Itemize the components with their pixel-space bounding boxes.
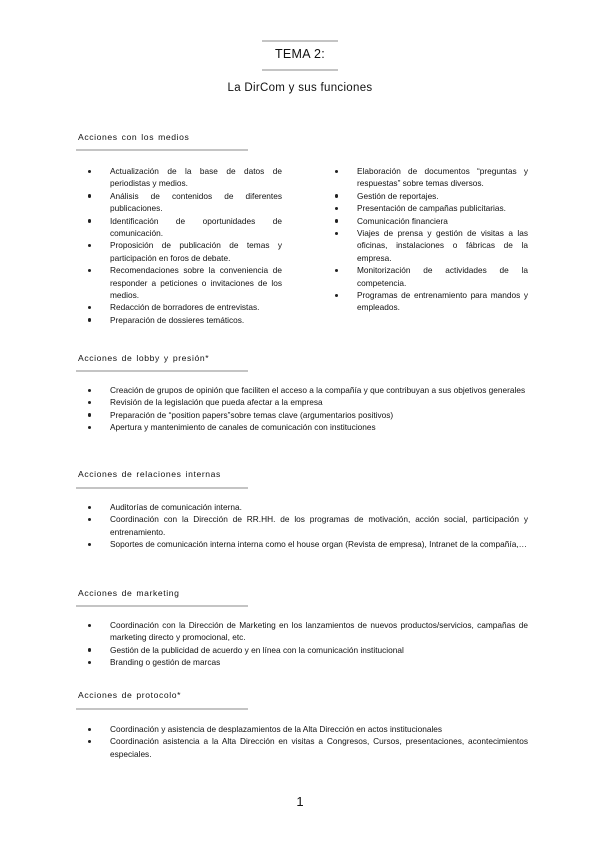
- marketing-list: [84, 619, 528, 669]
- page-subtitle: La DirCom y sus funciones: [227, 82, 373, 94]
- protocolo-list: [84, 723, 528, 760]
- list-item: Comunicación financiera: [331, 215, 528, 227]
- section-rule-protocolo: [76, 708, 248, 710]
- list-item: Proposición de publicación de temas y participación en foros de debate.: [84, 239, 282, 264]
- list-item: Auditorías de comunicación interna.: [84, 501, 528, 513]
- list-item: Análisis de contenidos de diferentes publicaciones.: [84, 190, 282, 215]
- list-item: Coordinación asistencia a la Alta Dirección en visitas a Congresos, Cursos, presentaciones, acontecimientos especiales.: [84, 735, 528, 760]
- medios-list-right: [331, 165, 528, 314]
- list-item: Branding o gestión de marcas: [84, 656, 528, 668]
- list-item: Monitorización de actividades de la competencia.: [331, 264, 528, 289]
- list-item: Programas de entrenamiento para mandos y empleados.: [331, 289, 528, 314]
- section-title-protocolo: Acciones de protocolo*: [78, 690, 182, 700]
- list-item: Preparación de dossieres temáticos.: [84, 314, 282, 326]
- list-item: Recomendaciones sobre la conveniencia de responder a peticiones o invitaciones de los medios.: [84, 264, 282, 301]
- title-rule-bottom: [262, 69, 338, 71]
- section-title-internas: Acciones de relaciones internas: [78, 469, 221, 479]
- list-item: Preparación de “position papers”sobre temas clave (argumentarios positivos): [84, 409, 528, 421]
- list-item: Redacción de borradores de entrevistas.: [84, 301, 282, 313]
- list-item: Apertura y mantenimiento de canales de comunicación con instituciones: [84, 421, 528, 433]
- list-item: Soportes de comunicación interna interna como el house organ (Revista de empresa), Intranet de la compañía,…: [84, 538, 528, 550]
- list-item: Gestión de la publicidad de acuerdo y en línea con la comunicación institucional: [84, 644, 528, 656]
- section-rule-internas: [76, 487, 248, 489]
- section-rule-medios: [76, 149, 248, 151]
- list-item: Revisión de la legislación que pueda afectar a la empresa: [84, 396, 528, 408]
- section-title-lobby: Acciones de lobby y presión*: [78, 353, 210, 363]
- internas-list: [84, 501, 528, 551]
- page-heading: TEMA 2:: [274, 47, 326, 61]
- list-item: Creación de grupos de opinión que faciliten el acceso a la compañía y que contribuyan a sus objetivos generales: [84, 384, 528, 396]
- medios-list-left: [84, 165, 282, 326]
- list-item: Elaboración de documentos “preguntas y respuestas” sobre temas diversos.: [331, 165, 528, 190]
- list-item: Gestión de reportajes.: [331, 190, 528, 202]
- section-rule-marketing: [76, 605, 248, 607]
- section-rule-lobby: [76, 370, 248, 372]
- lobby-list: [84, 384, 528, 434]
- list-item: Presentación de campañas publicitarias.: [331, 202, 528, 214]
- list-item: Coordinación y asistencia de desplazamientos de la Alta Dirección en actos institucionales: [84, 723, 528, 735]
- list-item: Coordinación con la Dirección de Marketing en los lanzamientos de nuevos productos/servicios, campañas de marketing directo y promocional, etc.: [84, 619, 528, 644]
- section-title-medios: Acciones con los medios: [78, 132, 190, 142]
- list-item: Identificación de oportunidades de comunicación.: [84, 215, 282, 240]
- page-number: 1: [296, 794, 304, 809]
- title-rule-top: [262, 40, 338, 42]
- section-title-marketing: Acciones de marketing: [78, 588, 180, 598]
- list-item: Actualización de la base de datos de periodistas y medios.: [84, 165, 282, 190]
- list-item: Coordinación con la Dirección de RR.HH. de los programas de motivación, acción social, participación y entrenamiento.: [84, 513, 528, 538]
- list-item: Viajes de prensa y gestión de visitas a las oficinas, instalaciones o fábricas de la empresa.: [331, 227, 528, 264]
